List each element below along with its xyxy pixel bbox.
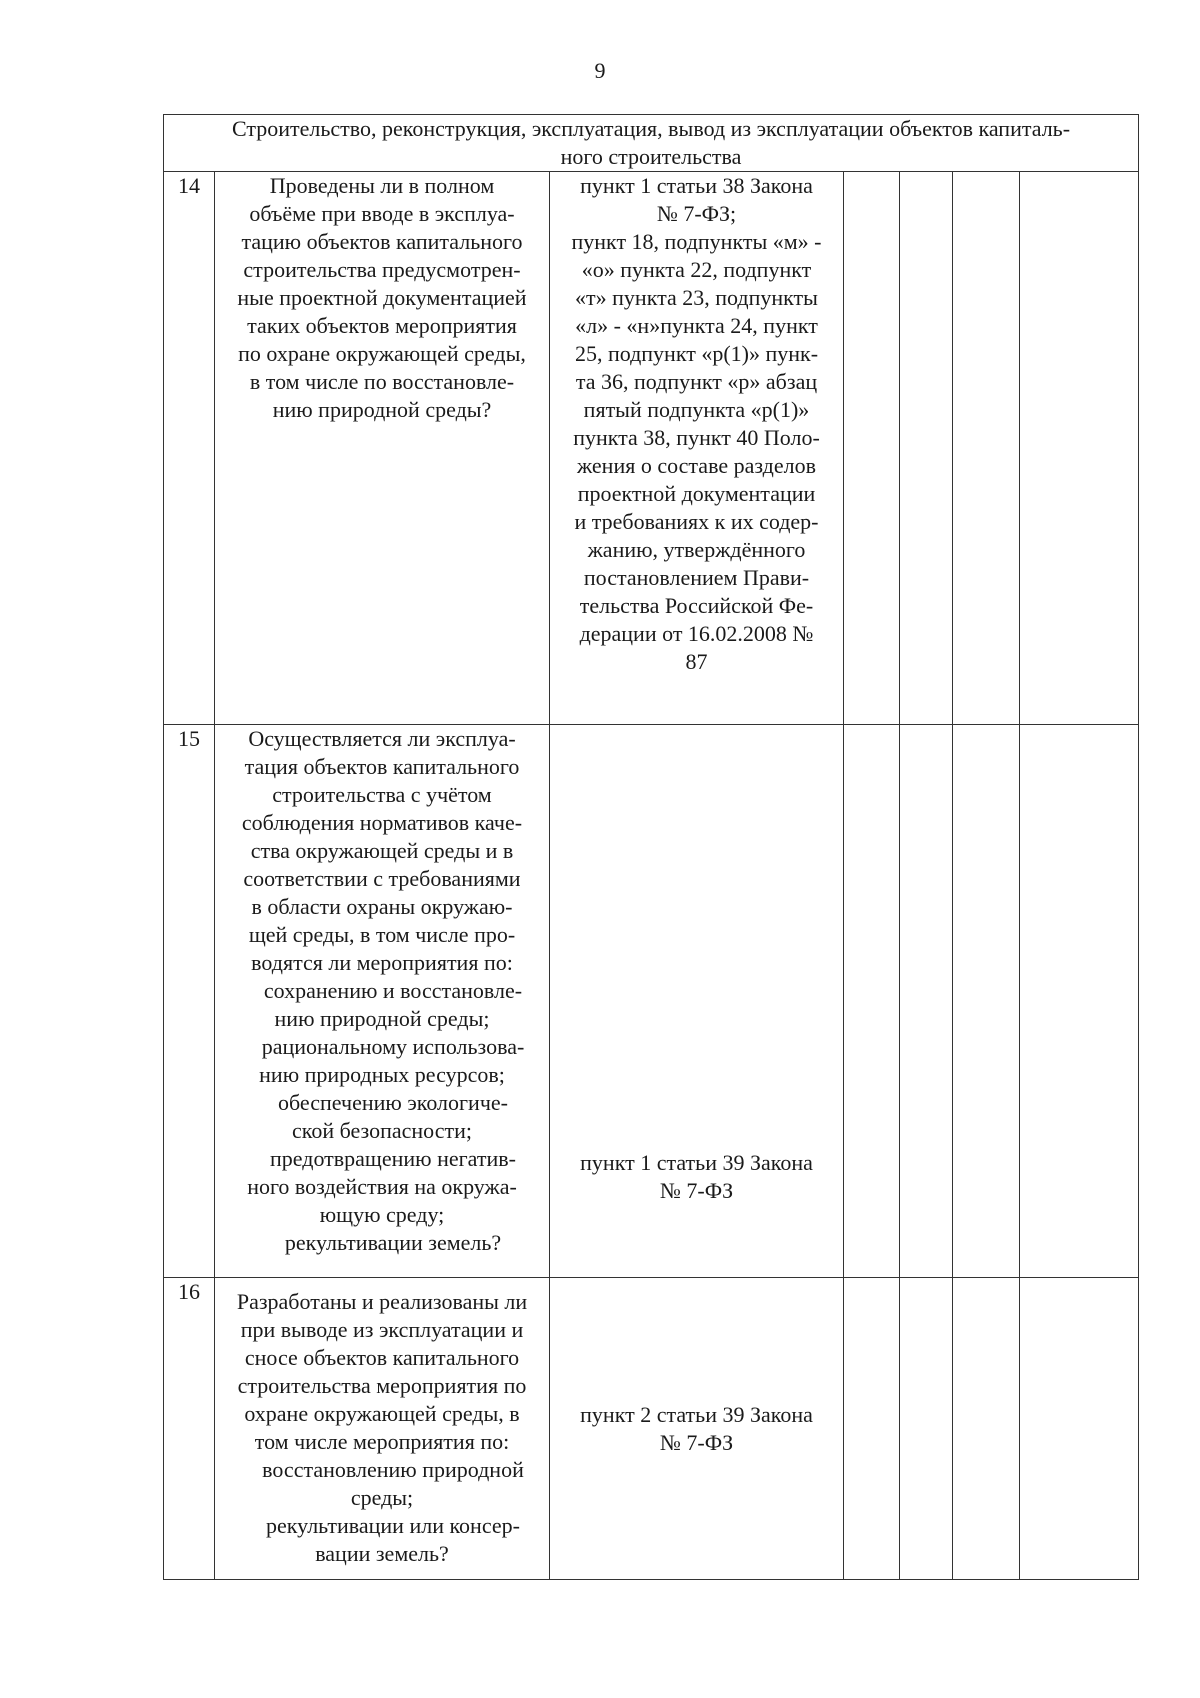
answer-cell-na[interactable] (953, 172, 1020, 725)
question-line: объёме при вводе в эксплуа- (249, 201, 515, 226)
question-line: строительства мероприятия по (237, 1373, 527, 1398)
answer-cell-no[interactable] (900, 172, 953, 725)
question-line: среды; (350, 1485, 414, 1510)
basis-line: пятый подпункта «р(1)» (583, 397, 810, 422)
answer-cell-yes[interactable] (844, 725, 900, 1278)
notes-cell[interactable] (1020, 172, 1139, 725)
basis-line: тельства Российской Фе- (579, 593, 814, 618)
question-line: предотвращению негатив- (248, 1146, 516, 1171)
question-line: охране окружающей среды, в (244, 1401, 520, 1426)
question-line: строительства с учётом (272, 782, 492, 807)
section-header-row (164, 115, 1139, 172)
question-line: нию природной среды? (272, 397, 492, 422)
basis-line: пункт 18, подпункты «м» - (571, 229, 822, 254)
basis-line: жения о составе разделов (577, 453, 816, 478)
question-cell (215, 172, 550, 725)
question-line: нию природной среды; (274, 1006, 490, 1031)
table-row (164, 1278, 1139, 1580)
question-line: водятся ли мероприятия по: (251, 950, 513, 975)
question-line: рациональному использова- (239, 1034, 525, 1059)
question-line: обеспечению экологиче- (256, 1090, 508, 1115)
question-line: рекультивации или консер- (244, 1513, 520, 1538)
notes-cell[interactable] (1020, 1278, 1139, 1580)
basis-line: проектной документации (577, 481, 816, 506)
question-line: вации земель? (315, 1541, 449, 1566)
question-cell (215, 725, 550, 1278)
basis-line: № 7-ФЗ (659, 1178, 734, 1203)
checklist-table (163, 114, 1139, 1580)
question-line: ющую среду; (319, 1202, 445, 1227)
answer-cell-na[interactable] (953, 1278, 1020, 1580)
basis-line: дерации от 16.02.2008 № (579, 621, 814, 646)
table-row (164, 172, 1139, 725)
basis-line: пункта 38, пункт 40 Поло- (573, 425, 820, 450)
question-cell (215, 1278, 550, 1580)
question-line: том числе мероприятия по: (254, 1429, 510, 1454)
answer-cell-yes[interactable] (844, 172, 900, 725)
section-header-line: Строительство, реконструкция, эксплуатация, вывод из эксплуатации объектов капиталь- (231, 116, 1071, 141)
basis-line: № 7-ФЗ (659, 1429, 734, 1455)
basis-line: пункт 2 статьи 39 Закона (580, 1401, 813, 1427)
answer-cell-yes[interactable] (844, 1278, 900, 1580)
question-line: сносе объектов капитального (244, 1345, 520, 1370)
basis-line: пункт 1 статьи 39 Закона (580, 1150, 813, 1175)
question-line: ства окружающей среды и в (250, 838, 514, 863)
question-line: Осуществляется ли эксплуа- (248, 726, 516, 751)
question-line: Разработаны и реализованы ли (236, 1289, 528, 1314)
answer-cell-no[interactable] (900, 725, 953, 1278)
question-line: по охране окружающей среды, (238, 341, 526, 366)
row-number: 14 (164, 172, 215, 725)
question-line: щей среды, в том числе про- (248, 922, 516, 947)
table-row (164, 725, 1139, 1278)
basis-line: 25, подпункт «р(1)» пунк- (574, 341, 819, 366)
question-line: в области охраны окружаю- (251, 894, 513, 919)
legal-basis-cell (550, 725, 844, 1278)
legal-basis-cell (550, 172, 844, 725)
basis-line: 87 (685, 649, 708, 674)
legal-basis-cell (550, 1278, 844, 1580)
question-line: таких объектов мероприятия (247, 313, 517, 338)
notes-cell[interactable] (1020, 725, 1139, 1278)
question-line: рекультивации земель? (262, 1230, 502, 1255)
question-line: строительства предусмотрен- (243, 257, 521, 282)
question-line: сохранению и восстановле- (241, 978, 523, 1003)
page-number: 9 (594, 58, 606, 83)
basis-line: пункт 1 статьи 38 Закона (580, 173, 813, 198)
section-header-line: ного строительства (560, 144, 742, 169)
basis-line: № 7-ФЗ; (656, 201, 737, 226)
question-line: ской безопасности; (292, 1118, 472, 1143)
row-number: 16 (164, 1278, 215, 1580)
question-line: соответствии с требованиями (243, 866, 521, 891)
basis-line: и требованиях к их содер- (574, 509, 819, 534)
row-number: 15 (164, 725, 215, 1278)
basis-line: та 36, подпункт «р» абзац (575, 369, 818, 394)
answer-cell-na[interactable] (953, 725, 1020, 1278)
answer-cell-no[interactable] (900, 1278, 953, 1580)
question-line: нию природных ресурсов; (259, 1062, 505, 1087)
question-line: при выводе из эксплуатации и (240, 1317, 524, 1342)
basis-line: постановлением Прави- (583, 565, 810, 590)
section-header (164, 115, 1139, 172)
question-line: тацию объектов капитального (241, 229, 523, 254)
question-line: соблюдения нормативов каче- (241, 810, 523, 835)
question-line: в том числе по восстановле- (249, 369, 515, 394)
basis-line: «о» пункта 22, подпункт (581, 257, 812, 282)
question-line: восстановлению природной (240, 1457, 524, 1482)
question-line: Проведены ли в полном (269, 173, 495, 198)
question-line: тация объектов капитального (244, 754, 520, 779)
basis-line: жанию, утверждённого (587, 537, 806, 562)
basis-line: «л» - «н»пункта 24, пункт (575, 313, 818, 338)
question-line: ные проектной документацией (237, 285, 527, 310)
question-line: ного воздействия на окружа- (247, 1174, 517, 1199)
basis-line: «т» пункта 23, подпункты (575, 285, 818, 310)
